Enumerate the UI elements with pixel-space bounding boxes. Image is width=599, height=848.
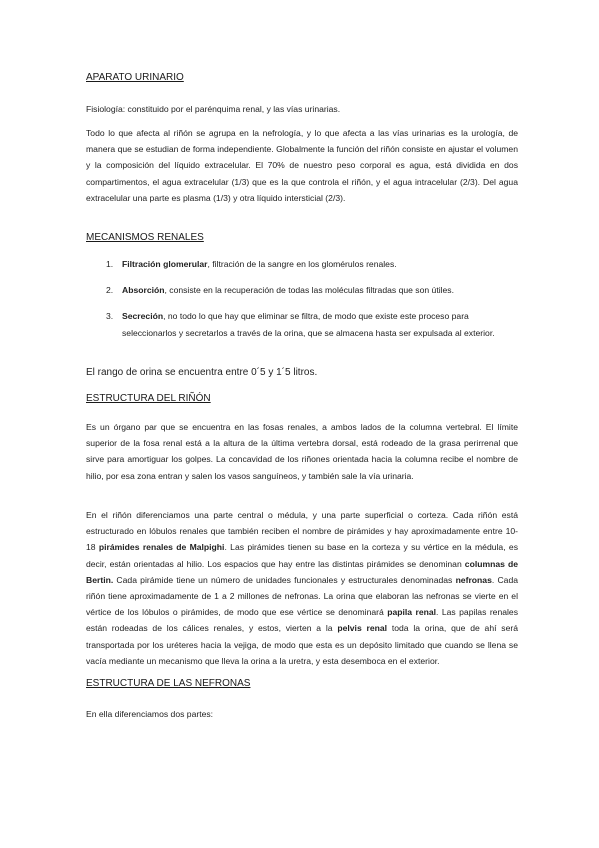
text-run: En el riñón diferenciamos una parte central o médula, y una parte superficial o corteza. Cada riñón está estructurado en lóbulos renales que también reciben el nombre de pirámides y hay aproximadamente entre 10-18: [86, 510, 518, 553]
list-number: 1.: [106, 259, 114, 269]
list-text: , filtración de la sangre en los glomérulos renales.: [207, 259, 397, 269]
heading-mecanismos-renales: MECANISMOS RENALES: [86, 232, 204, 243]
paragraph-fisiologia: Fisiología: constituido por el parénquima renal, y las vías urinarias.: [86, 104, 341, 114]
document-title: APARATO URINARIO: [86, 72, 184, 83]
text-run: . Cada riñón tiene aproximadamente de 1 a 2 millones de nefronas. La orina que elaboran las nefronas se vierte en el vértice de los lóbulos o pirámides, de modo que ese vértice se denominará: [86, 574, 518, 618]
paragraph-partes: En ella diferenciamos dos partes:: [86, 709, 214, 719]
bold-term: pirámides renales de Malpighi: [98, 542, 225, 553]
paragraph-medula: [86, 507, 518, 669]
list-text: , consiste en la recuperación de todas las moléculas filtradas que son útiles.: [164, 285, 454, 296]
heading-estructura-rinon: ESTRUCTURA DEL RIÑÓN: [86, 393, 211, 404]
paragraph-intro: Todo lo que afecta al riñón se agrupa en la nefrología, y lo que afecta a las vías urinarias es la urología, de manera que se estudian de forma independiente. Globalmente la función del riñón consiste en ajustar el volumen y la composición del líquido extracelular. El 70% de nuestro peso corporal es agua, está dividida en dos compartimentos, el agua extracelular (1/3) que es la que controla el riñón, y el agua intracelular (2/3). Del agua extracelular una parte es plasma (1/3) y otra líquido intersticial (2/3).: [86, 128, 518, 203]
list-item: [86, 308, 518, 340]
paragraph-organo: Es un órgano par que se encuentra en las fosas renales, a ambos lados de la columna vertebral. El límite superior de la fosa renal está a la altura de la última vertebra dorsal, está rodeado de la grasa perirrenal que sirve para amortiguar los golpes. La concavidad de los riñones orientada hacia la columna recibe el nombre de hilio, por esa zona entran y salen los vasos sanguíneos, y también sale la vía urinaria.: [86, 422, 518, 481]
text-run: Cada pirámide tiene un número de unidades funcionales y estructurales denominadas: [113, 574, 456, 585]
list-item: [86, 282, 518, 298]
list-number: 3.: [106, 311, 114, 322]
list-item: [86, 256, 518, 272]
heading-estructura-nefronas: ESTRUCTURA DE LAS NEFRONAS: [86, 678, 251, 689]
bold-term: nefronas: [455, 574, 492, 585]
list-term: Secreción: [122, 311, 164, 322]
text-run: toda la orina, que de ahí será transportada por los uréteres hacia la vejiga, de modo que esta es un depósito limitado que cuando se llena se vacía mediante un mecanismo que lleva la orina a la uretra, y esta desemboca en el exterior.: [86, 623, 519, 666]
list-term: Filtración glomerular: [122, 259, 208, 269]
paragraph-rango-orina: El rango de orina se encuentra entre 0´5 y 1´5 litros.: [86, 367, 318, 378]
mecanismos-list: [86, 256, 518, 341]
text-run: . Las pirámides tienen su base en la corteza y su vértice en la médula, es decir, están orientadas al hilio. Los espacios que hay entre las distintas pirámides se denominan: [86, 542, 518, 569]
list-text: , no todo lo que hay que eliminar se filtra, de modo que existe este proceso para seleccionarlos y secretarlos a través de la orina, que se almacena hasta ser expulsada al exterior.: [122, 311, 495, 338]
bold-term: papila renal: [387, 607, 437, 618]
list-number: 2.: [106, 285, 114, 296]
text-run: . Las papilas renales están rodeadas de los cálices renales, y estos, vierten a la: [86, 607, 519, 634]
list-term: Absorción: [122, 285, 165, 296]
bold-term: columnas de Bertin.: [86, 558, 518, 585]
bold-term: pelvis renal: [337, 623, 388, 634]
